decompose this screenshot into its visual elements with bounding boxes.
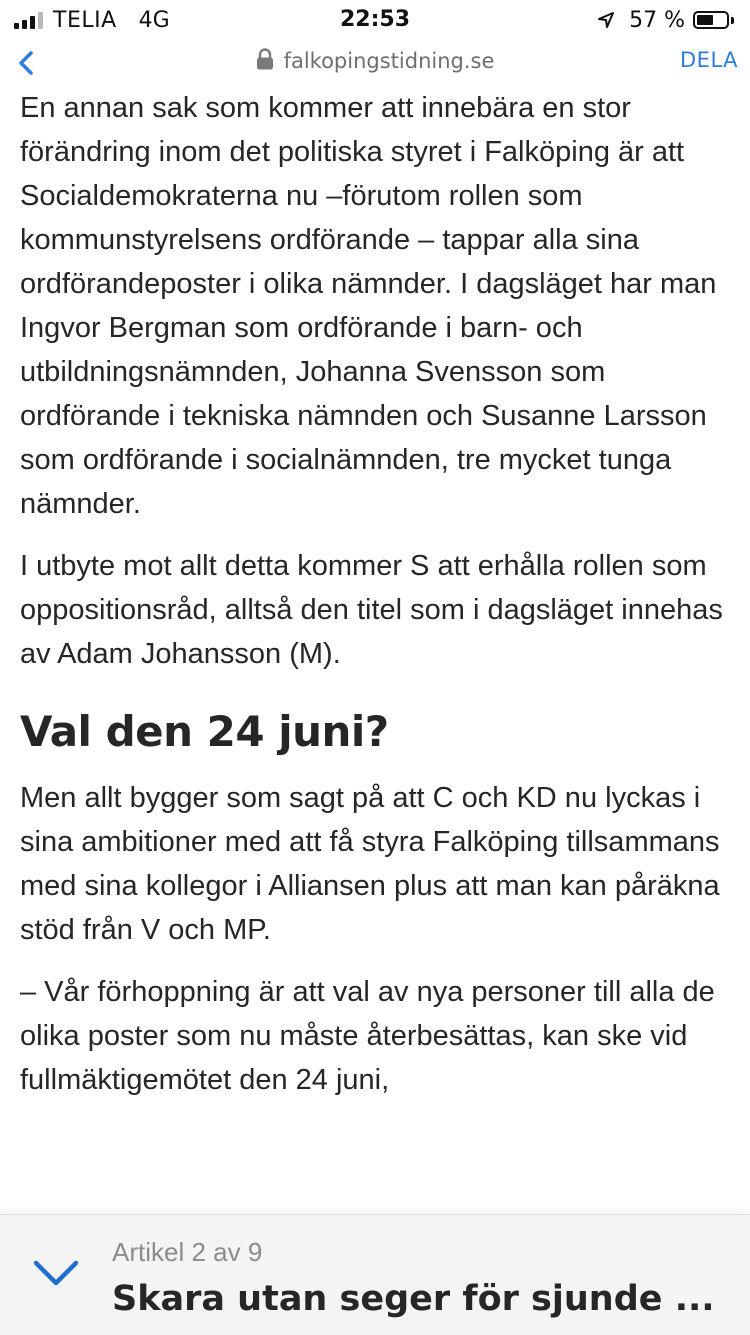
chevron-down-icon[interactable] — [30, 1253, 82, 1293]
battery-percent: 57 % — [629, 7, 685, 33]
url-text: falkopingstidning.se — [283, 49, 495, 73]
article-paragraph: Men allt bygger som sagt på att C och KD nu lyckas i sina ambitioner med att få styra Falköping tillsammans med sina kollegor i Alliansen plus att man kan påräkna stöd från V och MP. — [20, 782, 720, 946]
article-paragraph: – Vår förhoppning är att val av nya personer till alla de olika poster som nu måste återbesättas, kan ske vid fullmäktigemötet den 24 juni, — [20, 976, 715, 1096]
address-bar[interactable] — [0, 48, 750, 73]
status-bar — [0, 0, 750, 40]
battery-nub — [731, 17, 734, 24]
article-paragraph: En annan sak som kommer att innebära en stor förändring inom det politiska styret i Falköping är att Socialdemokraterna nu –förutom rollen som kommunstyrelsens ordförande – tappar alla sina ordförandeposter i olika nämnder. I dagsläget har man Ingvor Bergman som ordförande i barn- och utbildningsnämnden, Johanna Svensson som ordförande i tekniska nämnden och Susanne Larsson som ordförande i socialnämnden, tre mycket tunga nämnder. — [20, 92, 717, 520]
article-body — [20, 86, 732, 1214]
article-counter: Artikel 2 av 9 — [112, 1237, 263, 1267]
lock-icon — [256, 48, 274, 70]
status-right — [597, 7, 734, 33]
clock: 22:53 — [339, 7, 411, 32]
article-paragraph: I utbyte mot allt detta kommer S att erhålla rollen som oppositionsråd, alltså den titel som i dagsläget innehas av Adam Johansson (M). — [20, 550, 723, 670]
share-button[interactable]: DELA — [680, 48, 738, 72]
next-article-title[interactable]: Skara utan seger för sjunde ... — [112, 1279, 715, 1319]
location-arrow-icon — [597, 11, 615, 29]
browser-nav-bar — [0, 40, 750, 84]
carrier-label: TELIA — [53, 7, 117, 33]
section-heading: Val den 24 juni? — [20, 707, 389, 756]
battery-icon — [693, 11, 729, 29]
network-label: 4G — [138, 7, 170, 33]
next-article-bar[interactable] — [0, 1214, 750, 1335]
